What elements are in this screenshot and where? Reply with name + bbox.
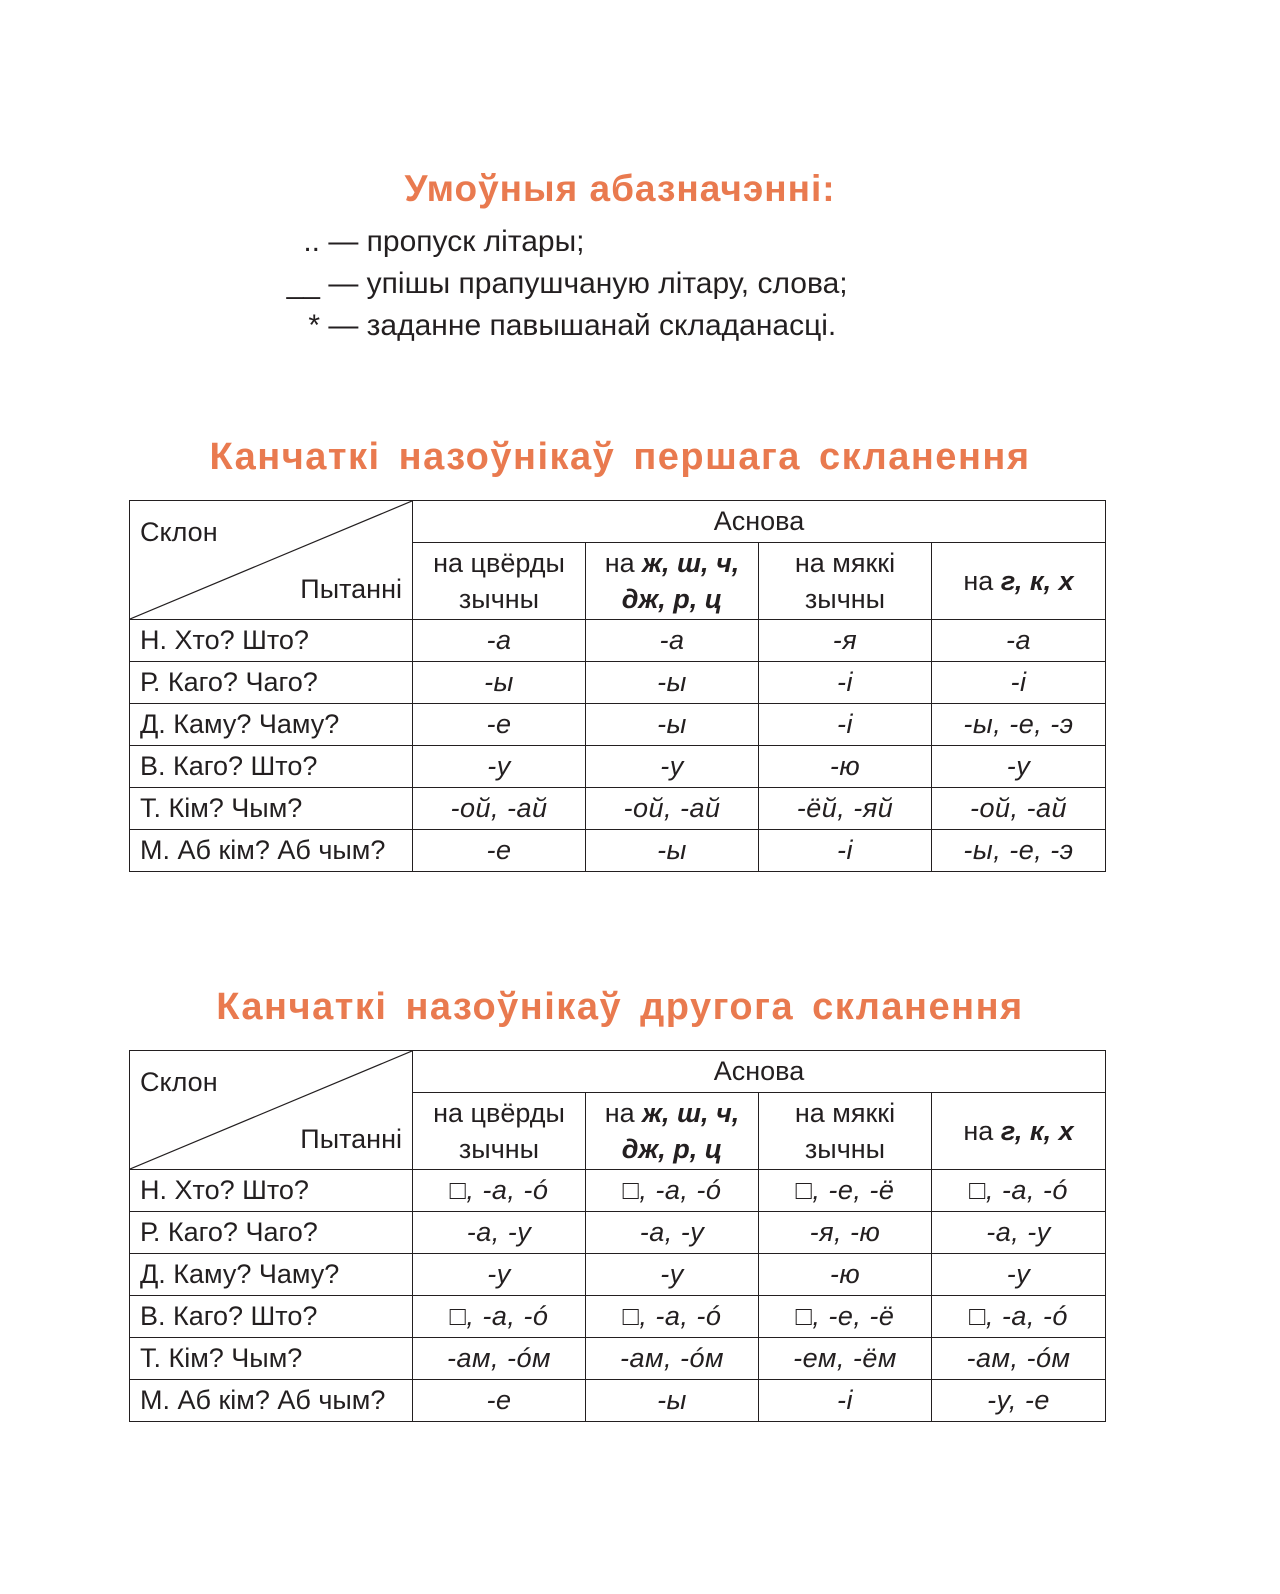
ending-cell: -ы bbox=[413, 662, 586, 704]
table-row bbox=[130, 746, 1106, 788]
legend-symbol: __ bbox=[286, 267, 320, 300]
ending-cell: -ой, -ай bbox=[586, 788, 759, 830]
table-row bbox=[130, 1380, 1106, 1422]
corner-label-case: Склон bbox=[140, 517, 218, 547]
legend-symbol: .. bbox=[303, 225, 320, 258]
ending-cell: -і bbox=[759, 704, 932, 746]
table-row bbox=[130, 620, 1106, 662]
ending-cell: -і bbox=[759, 830, 932, 872]
ending-cell: -а, -у bbox=[932, 1212, 1106, 1254]
ending-cell: □, -а, -ó bbox=[413, 1296, 586, 1338]
ending-cell: -а, -у bbox=[413, 1212, 586, 1254]
ending-cell: -ам, -óм bbox=[413, 1338, 586, 1380]
case-cell: Т. Кім? Чым? bbox=[130, 788, 413, 830]
ending-cell: -у bbox=[413, 746, 586, 788]
ending-cell: -е bbox=[413, 1380, 586, 1422]
corner-header-cell bbox=[130, 1051, 413, 1170]
ending-cell: -ы, -е, -э bbox=[932, 704, 1106, 746]
column-header: на цвёрды зычны bbox=[413, 1093, 586, 1170]
ending-cell: -ем, -ём bbox=[759, 1338, 932, 1380]
legend-item bbox=[270, 267, 848, 301]
column-header: на г, к, х bbox=[932, 1093, 1106, 1170]
ending-cell: -а bbox=[932, 620, 1106, 662]
legend-text: — упішы прапушчаную літару, слова; bbox=[328, 267, 848, 300]
ending-cell: -ам, -óм bbox=[932, 1338, 1106, 1380]
ending-cell: -у bbox=[586, 746, 759, 788]
column-header: на мяккі зычны bbox=[759, 543, 932, 620]
column-header: на мяккі зычны bbox=[759, 1093, 932, 1170]
column-header: на г, к, х bbox=[932, 543, 1106, 620]
ending-cell: -ы bbox=[586, 1380, 759, 1422]
case-cell: Д. Каму? Чаму? bbox=[130, 704, 413, 746]
ending-cell: -ы bbox=[586, 704, 759, 746]
ending-cell: □, -а, -ó bbox=[586, 1296, 759, 1338]
case-cell: Р. Каго? Чаго? bbox=[130, 1212, 413, 1254]
ending-cell: -і bbox=[759, 662, 932, 704]
table-row bbox=[130, 1254, 1106, 1296]
ending-cell: -і bbox=[932, 662, 1106, 704]
ending-cell: □, -а, -ó bbox=[413, 1170, 586, 1212]
ending-cell: □, -а, -ó bbox=[586, 1170, 759, 1212]
ending-cell: -у, -е bbox=[932, 1380, 1106, 1422]
group-header-stem: Аснова bbox=[413, 1051, 1106, 1093]
ending-cell: -ы bbox=[586, 662, 759, 704]
column-header: на ж, ш, ч, дж, р, ц bbox=[586, 1093, 759, 1170]
ending-cell: -у bbox=[413, 1254, 586, 1296]
ending-cell: -а bbox=[413, 620, 586, 662]
ending-cell: -ы bbox=[586, 830, 759, 872]
ending-cell: □, -е, -ё bbox=[759, 1296, 932, 1338]
ending-cell: -е bbox=[413, 704, 586, 746]
ending-cell: -ю bbox=[759, 1254, 932, 1296]
corner-label-case: Склон bbox=[140, 1067, 218, 1097]
ending-cell: -у bbox=[586, 1254, 759, 1296]
ending-cell: -ой, -ай bbox=[932, 788, 1106, 830]
declension-table-first bbox=[129, 500, 1106, 872]
ending-cell: -а bbox=[586, 620, 759, 662]
corner-header-cell bbox=[130, 501, 413, 620]
table-row bbox=[130, 1338, 1106, 1380]
ending-cell: □, -а, -ó bbox=[932, 1170, 1106, 1212]
table-row bbox=[130, 788, 1106, 830]
ending-cell: -а, -у bbox=[586, 1212, 759, 1254]
table-row bbox=[130, 1212, 1106, 1254]
legend-title: Умоўныя абазначэнні: bbox=[404, 168, 836, 209]
table-row bbox=[130, 662, 1106, 704]
corner-label-questions: Пытанні bbox=[300, 1124, 402, 1154]
case-cell: В. Каго? Што? bbox=[130, 1296, 413, 1338]
corner-label-questions: Пытанні bbox=[300, 574, 402, 604]
legend-symbol: * bbox=[308, 309, 320, 342]
ending-cell: -ю bbox=[759, 746, 932, 788]
table-row bbox=[130, 1170, 1106, 1212]
ending-cell: -ы, -е, -э bbox=[932, 830, 1106, 872]
column-header: на цвёрды зычны bbox=[413, 543, 586, 620]
table-title-first-declension: Канчаткі назоўнікаў першага скланення bbox=[209, 436, 1031, 478]
ending-cell: □, -а, -ó bbox=[932, 1296, 1106, 1338]
legend-item bbox=[270, 309, 836, 343]
case-cell: М. Аб кім? Аб чым? bbox=[130, 1380, 413, 1422]
table-title-second-declension: Канчаткі назоўнікаў другога скланення bbox=[216, 986, 1024, 1028]
table-row bbox=[130, 830, 1106, 872]
case-cell: Н. Хто? Што? bbox=[130, 1170, 413, 1212]
column-header: на ж, ш, ч, дж, р, ц bbox=[586, 543, 759, 620]
ending-cell: □, -е, -ё bbox=[759, 1170, 932, 1212]
ending-cell: -е bbox=[413, 830, 586, 872]
ending-cell: -я, -ю bbox=[759, 1212, 932, 1254]
case-cell: М. Аб кім? Аб чым? bbox=[130, 830, 413, 872]
case-cell: Д. Каму? Чаму? bbox=[130, 1254, 413, 1296]
case-cell: Т. Кім? Чым? bbox=[130, 1338, 413, 1380]
table-row bbox=[130, 1296, 1106, 1338]
ending-cell: -ам, -óм bbox=[586, 1338, 759, 1380]
ending-cell: -у bbox=[932, 1254, 1106, 1296]
ending-cell: -ой, -ай bbox=[413, 788, 586, 830]
ending-cell: -і bbox=[759, 1380, 932, 1422]
group-header-stem: Аснова bbox=[413, 501, 1106, 543]
case-cell: В. Каго? Што? bbox=[130, 746, 413, 788]
ending-cell: -ёй, -яй bbox=[759, 788, 932, 830]
legend-item bbox=[270, 225, 585, 259]
declension-table-second bbox=[129, 1050, 1106, 1422]
legend-text: — заданне павышанай складанасці. bbox=[328, 309, 837, 342]
ending-cell: -я bbox=[759, 620, 932, 662]
ending-cell: -у bbox=[932, 746, 1106, 788]
case-cell: Р. Каго? Чаго? bbox=[130, 662, 413, 704]
table-row bbox=[130, 704, 1106, 746]
legend-text: — пропуск літары; bbox=[328, 225, 585, 258]
case-cell: Н. Хто? Што? bbox=[130, 620, 413, 662]
